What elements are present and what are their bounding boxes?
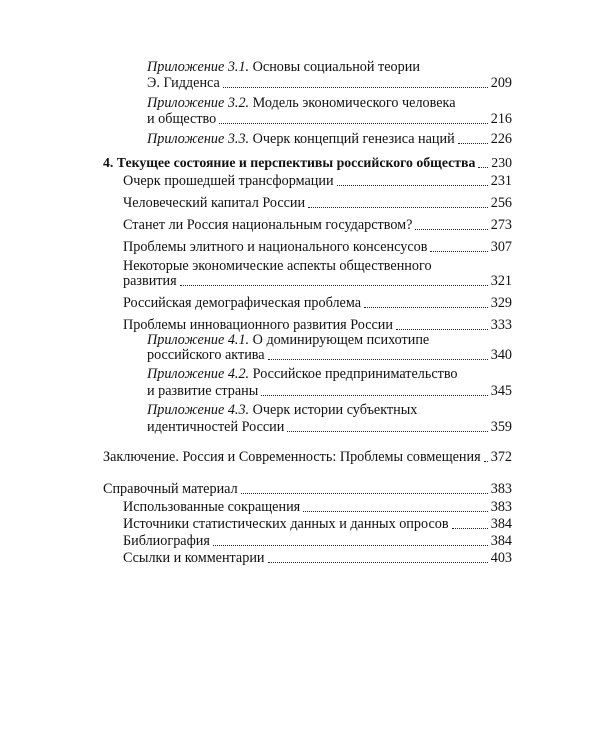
entry-title: и общество	[147, 111, 217, 127]
appendix-label: Приложение 4.1.	[147, 332, 250, 348]
toc-entry-consensus[interactable]	[123, 236, 512, 256]
leader-dots	[241, 492, 488, 494]
toc-entry-appendix-4-2[interactable]	[147, 380, 512, 400]
entry-title: развития	[123, 273, 177, 289]
leader-dots	[415, 228, 487, 230]
entry-title: Э. Гидденса	[147, 75, 220, 91]
appendix-label: Приложение 4.3.	[147, 402, 250, 418]
page-number: 230	[491, 155, 512, 170]
toc-chapter-4[interactable]	[103, 152, 512, 172]
leader-dots	[484, 460, 488, 462]
entry-title: Проблемы элитного и национального консенсусов	[123, 239, 428, 255]
leader-dots	[268, 561, 488, 563]
entry-title: Справочный материал	[103, 481, 238, 497]
leader-dots	[213, 544, 488, 546]
page-number: 340	[490, 347, 512, 363]
leader-dots	[396, 328, 488, 330]
page-number: 372	[490, 449, 512, 465]
leader-dots	[308, 206, 488, 208]
page-number: 384	[490, 533, 512, 549]
entry-title: Некоторые экономические аспекты общественного	[123, 258, 432, 274]
page-number: 231	[490, 173, 512, 189]
leader-dots	[261, 394, 487, 396]
leader-dots	[268, 358, 488, 360]
page-number: 273	[490, 217, 512, 233]
entry-title: Модель экономического человека	[252, 95, 456, 111]
entry-title: Основы социальной теории	[252, 59, 420, 75]
page-number: 403	[490, 550, 512, 566]
entry-title: О доминирующем психотипе	[252, 332, 430, 348]
toc-entry-human-capital[interactable]	[123, 192, 512, 212]
page-number: 321	[490, 273, 512, 289]
toc-entry-economic[interactable]	[123, 270, 512, 290]
leader-dots	[458, 142, 488, 144]
page-number: 345	[490, 383, 512, 399]
leader-dots	[478, 166, 488, 168]
toc-entry-appendix-3-2[interactable]	[147, 108, 512, 128]
page-number: 226	[490, 131, 512, 147]
entry-title: Использованные сокращения	[123, 499, 301, 515]
leader-dots	[430, 250, 487, 252]
entry-title	[147, 130, 455, 148]
leader-dots	[219, 122, 487, 124]
leader-dots	[303, 510, 488, 512]
leader-dots	[223, 86, 488, 88]
toc-entry-transformation[interactable]	[123, 170, 512, 190]
appendix-label: Приложение 4.2.	[147, 366, 250, 382]
chapter-title: 4. Текущее состояние и перспективы российского общества	[103, 155, 476, 170]
leader-dots	[452, 527, 488, 529]
appendix-label: Приложение 3.1.	[147, 59, 250, 75]
page-number: 216	[490, 111, 512, 127]
entry-title: Заключение. Россия и Современность: Проблемы совмещения	[103, 449, 481, 465]
page-number: 383	[490, 481, 512, 497]
toc-entry-references[interactable]	[123, 547, 512, 567]
entry-title: Человеческий капитал России	[123, 195, 306, 211]
leader-dots	[364, 306, 488, 308]
leader-dots	[287, 430, 487, 432]
toc-entry-appendix-4-1[interactable]	[147, 344, 512, 364]
toc-entry-national-state[interactable]	[123, 214, 512, 234]
appendix-label: Приложение 3.2.	[147, 95, 250, 111]
toc-entry-demography[interactable]	[123, 292, 512, 312]
page-number: 384	[490, 516, 512, 532]
page-number: 307	[490, 239, 512, 255]
page-number: 329	[490, 295, 512, 311]
entry-title: идентичностей России	[147, 419, 285, 435]
entry-title: и развитие страны	[147, 383, 259, 399]
entry-title-text: Очерк концепций генезиса наций	[252, 131, 455, 147]
entry-title: Проблемы инновационного развития России	[123, 317, 393, 333]
toc-entry-appendix-3-3[interactable]	[147, 128, 512, 148]
entry-title: Российское предпринимательство	[252, 366, 458, 382]
appendix-label: Приложение 3.3.	[147, 131, 250, 147]
page-number: 256	[490, 195, 512, 211]
toc-entry-appendix-4-3[interactable]	[147, 416, 512, 436]
page-number: 359	[490, 419, 512, 435]
entry-title: Источники статистических данных и данных опросов	[123, 516, 449, 532]
toc-entry-conclusion[interactable]	[103, 446, 512, 466]
leader-dots	[337, 184, 488, 186]
leader-dots	[180, 284, 488, 286]
entry-title: Очерк прошедшей трансформации	[123, 173, 334, 189]
entry-title: Ссылки и комментарии	[123, 550, 265, 566]
entry-title: российского актива	[147, 347, 265, 363]
page-number: 209	[490, 75, 512, 91]
entry-title: Библиография	[123, 533, 210, 549]
page-number: 383	[490, 499, 512, 515]
toc-entry-appendix-3-1[interactable]	[147, 72, 512, 92]
page-number: 333	[490, 317, 512, 333]
entry-title: Очерк истории субъектных	[252, 402, 418, 418]
toc-entry-reference[interactable]	[103, 478, 512, 498]
entry-title: Станет ли Россия национальным государством?	[123, 217, 413, 233]
entry-title: Российская демографическая проблема	[123, 295, 362, 311]
